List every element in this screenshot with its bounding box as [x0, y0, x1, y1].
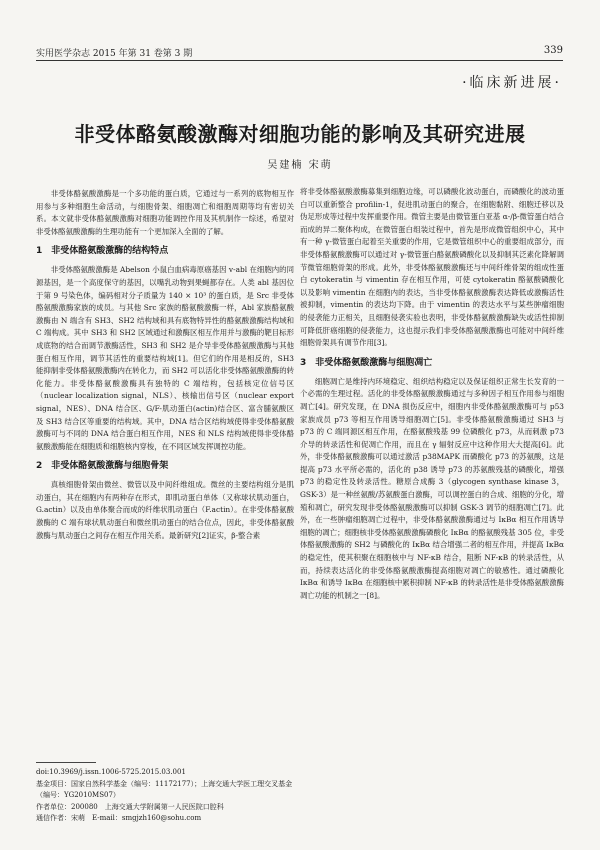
running-header — [36, 44, 563, 61]
section-3-paragraph: 细胞凋亡是维持内环境稳定、组织结构稳定以及保证组织正常生长发育的一个必需的生理过程。活化的非受体酪氨酸激酶通过与多种因子相互作用参与细胞凋亡[4]。研究发现，在 DNA 损伤反应中，细胞内非受体酪氨酸激酶可与 p53 家族成员 p73 等相互作用诱导细胞凋亡[5]。非受体酪氨酸激酶通过 SH3 与 p73 的 C 端同源区相互作用，在酪氨酸残基 99 位磷酸化 p73，从而刺激 p73 介导的转录活性和促凋亡作用，而且在 γ 辐射反应中这种作用大大提高[6]。此外，非受体酪氨酸激酶可以通过激活 p38MAPK 而磷酸化 p73 的苏氨酸，这是提高 p73 水平所必需的，活化的 p38 诱导 p73 的苏氨酸残基的磷酸化，增强 p73 的稳定性及转录活性。糖原合成酶 3（glycogen synthase kinase 3，GSK-3）是一种丝氨酸/苏氨酸蛋白激酶，可以调控蛋白的合成、细胞的分化，增殖和凋亡，研究发现非受体酪氨酸激酶可以抑制 GSK-3 调节的细胞凋亡[7]。此外，在一些肿瘤细胞凋亡过程中，非受体酪氨酸激酶通过与 IκBα 相互作用诱导细胞的凋亡；细胞核非受体酪氨酸激酶磷酸化 IκBα 的酪氨酸残基 305 位，非受体酪氨酸激酶的 SH2 与磷酸化的 IκBα 结合增强二者的相互作用，并提高 IκBα 的稳定性，使其积聚在细胞核中与 NF-κB 结合，阻断 NF-κB 的转录活性，从而，持续表达活化的非受体酪氨酸激酶提高细胞对凋亡的敏感性。通过磷酸化 IκBα 和诱导 IκBα 在细胞核中累积抑制 NF-κB 的转录活性是非受体酪氨酸激酶凋亡功能的机制之一[8]。 — [300, 376, 564, 600]
authors: 吴建楠 宋萌 — [267, 160, 333, 171]
footnote-funding: 基金项目：国家自然科学基金（编号：11172177）；上海交通大学医工理交叉基金（编号：YG2010MS07） — [36, 779, 293, 799]
right-column — [300, 186, 564, 602]
section-heading-3: 3 非受体酪氨酸激酶与细胞凋亡 — [300, 357, 433, 368]
footnotes — [36, 767, 294, 825]
section-1-paragraph: 非受体酪氨酸激酶是 Abelson 小鼠白血病毒原癌基因 v-abl 在细胞内的同源基因，是一个高度保守的基因，以嘴乳动物到果蝇都存在。人类 abl 基因位于第 9 号染色体，编码相对分子质量为 140 × 10³ 的蛋白质，是 Src 非受体酪氨酸激酶家族的成员。与其他 Src 家族的酪氨酸激酶一样，Abl 家族酪氨酸激酶由 N 端含有 SH3、SH2 结构域和具有底物特异性的酪氨酸激酶结构域和 C 端构成。其中 SH3 和 SH2 区域通过和激酶区相互作用并与激酶的靶目标形成底物的结合而调节激酶活性，SH3 和 SH2 是介导非受体酪氨酸激酶与其他蛋白相互作用，调节其活性的重要结构域[1]。但它们的作用是相反的，SH3 能抑制非受体酪氨酸激酶内在转化力，而 SH2 可以活化非受体酪氨酸激酶的转化能力。非受体酪氨酸激酶具有独特的 C 端结构，包括核定位信号区（nuclear localization signal，NLS）、核输出信号区（nuclear export signal，NES）、DNA 结合区、G/F-肌动蛋白(actin)结合区、富含脯氨酸区及 SH3 结合区等重要的结构域。其中，DNA 结合区结构域使得非受体酪氨酸激酶可与不同的 DNA 结合蛋白相互作用，NES 和 NLS 结构域使得非受体酪氨酸激酶能在细胞质和细胞核内穿梭，在不同区域发挥调控功能。 — [36, 265, 294, 451]
footnote-correspondence: 通信作者：宋萌 E-mail：smgjzh160@sohu.com — [36, 814, 202, 822]
section-tag: ·临床新进展· — [462, 75, 562, 91]
footnote-divider — [36, 762, 96, 763]
section-heading-1: 1 非受体酪氨酸激酶的结构特点 — [36, 246, 169, 257]
section-heading-2: 2 非受体酪氨酸激酶与细胞骨架 — [36, 461, 169, 472]
left-column — [36, 188, 294, 542]
journal-info: 实用医学杂志 2015 年第 31 卷第 3 期 — [36, 49, 193, 59]
section-2-paragraph-continued: 将非受体酪氨酸激酶募集到细胞边缘，可以磷酸化波动蛋白，而磷酸化的波动蛋白可以重新整合 profilin-1，促进肌动蛋白的聚合，在细胞黏附、细胞迁移以及伪足形成等过程中发挥重要作用。微管主要是由微管蛋白亚基 α-/β-微管蛋白结合而成的异二聚体构成，在微管蛋白组装过程中，首先是形成微管组织中心，其中有一种 γ-微管蛋白起着至关重要的作用，它是微管组织中心的重要组成部分，而非受体酪氨酸激酶可以通过对 γ-微管蛋白酪氨酸磷酸化以及抑制其泛素化降解调节微管细胞骨架的形成。此外，非受体酪氨酸激酶还与中间纤维骨架的组成性蛋白 cytokeratin 与 vimentin 存在相互作用，可使 cytokeratin 酪氨酸磷酸化以及影响 vimentin 在细胞内的表达，当非受体酪氨酸激酶表达降低或激酶活性被抑制，vimentin 的表达均下降。由于 vimentin 的表达水平与某些肿瘤细胞的侵袭能力正相关，且细胞侵袭实验也表明，非受体酪氨酸激酶缺失或活性抑制可降低肝癌细胞的侵袭能力，这也提示我们非受体酪氨酸激酶也可能对中间纤维细胞骨架具有调节作用[3]。 — [300, 187, 564, 348]
page-number: 339 — [543, 45, 563, 56]
footnote-affiliation: 作者单位：200080 上海交通大学附属第一人民医院口腔科 — [36, 802, 224, 811]
article-title: 非受体酪氨酸激酶对细胞功能的影响及其研究进展 — [74, 122, 526, 146]
abstract: 非受体酪氨酸激酶是一个多功能的蛋白质，它通过与一系列的底物相互作用参与多种细胞生命活动，与细胞骨架、细胞凋亡和细胞周期等均有密切关系。本文就非受体酪氨酸激酶对细胞功能调控作用及其机制作一综述，希望对非受体酪氨酸激酶的生理功能有一个更加深入全面的了解。 — [36, 189, 294, 236]
footnote-doi: doi:10.3969/j.issn.1006-5725.2015.03.001 — [36, 768, 186, 776]
section-2-paragraph-start: 真核细胞骨架由微丝、微管以及中间纤维组成。微丝的主要结构组分是肌动蛋白，其在细胞内有两种存在形式，即肌动蛋白单体（又称球状肌动蛋白，G.actin）以及由单体聚合而成的纤维状肌动蛋白（F.actin）。在非受体酪氨酸激酶的 C 端有球状肌动蛋白和微丝肌动蛋白的结合位点，因此，非受体酪氨酸激酶与肌动蛋白之间存在相互作用关系。最新研究[2]证实，β-整合素 — [36, 480, 294, 540]
